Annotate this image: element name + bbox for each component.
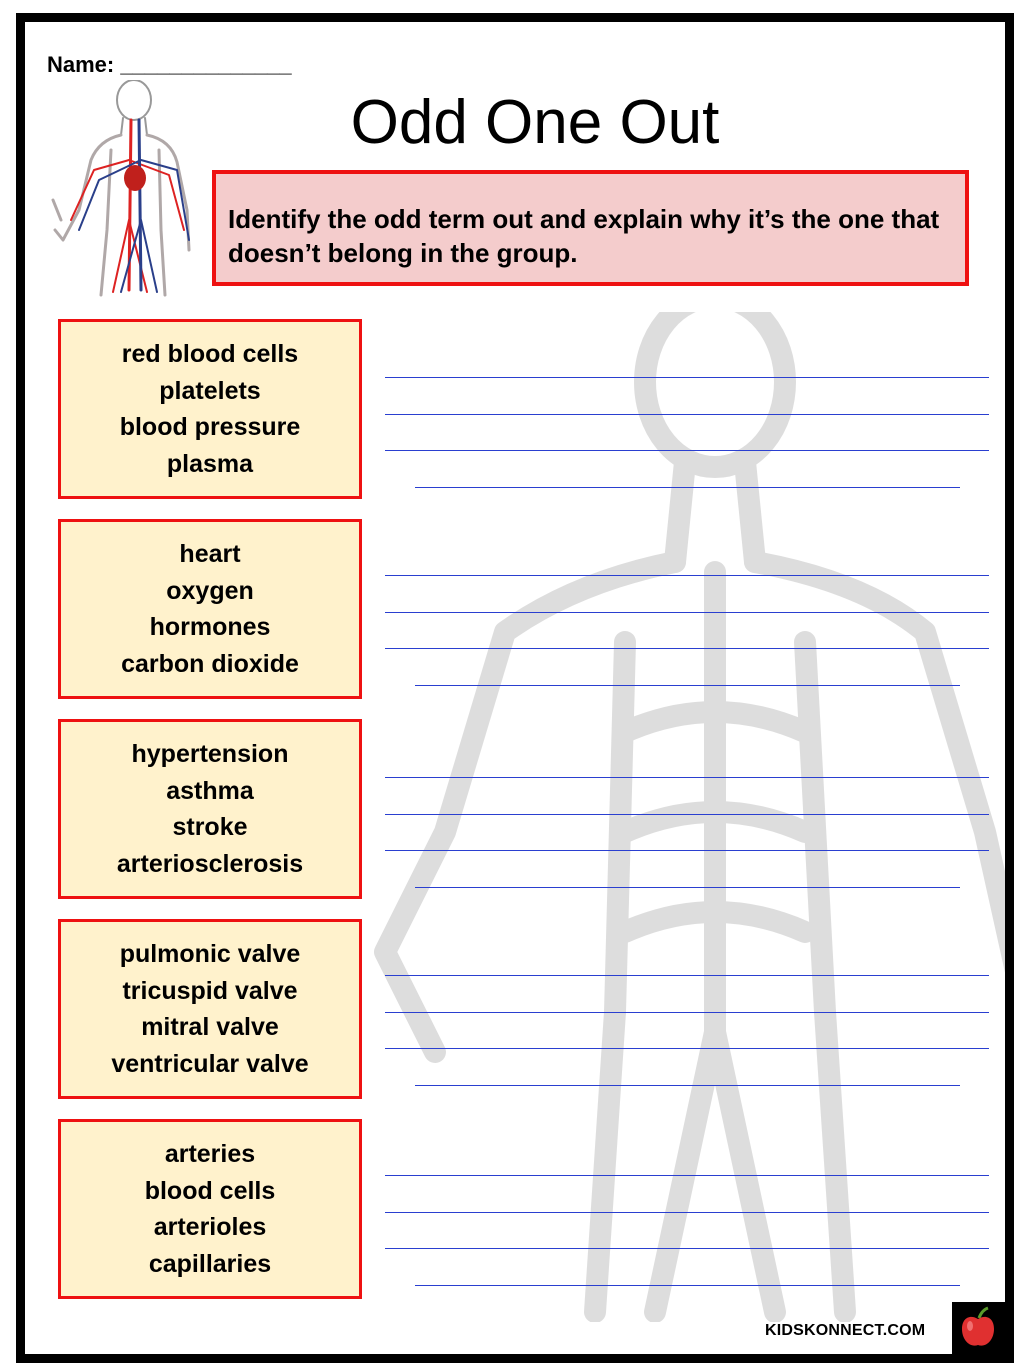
term-group-5 bbox=[58, 1119, 362, 1299]
term: blood cells bbox=[144, 1176, 276, 1205]
answer-line[interactable] bbox=[385, 1048, 989, 1049]
term: hormones bbox=[149, 613, 271, 641]
answer-line[interactable] bbox=[385, 414, 989, 415]
term: plasma bbox=[166, 449, 254, 478]
answer-lines-2 bbox=[385, 560, 992, 710]
term: hypertension bbox=[131, 740, 289, 768]
answer-line[interactable] bbox=[385, 648, 989, 649]
answer-line[interactable] bbox=[385, 814, 989, 815]
worksheet-frame bbox=[16, 13, 1014, 1363]
term: capillaries bbox=[148, 1249, 272, 1278]
term-group-1 bbox=[58, 319, 362, 499]
answer-line[interactable] bbox=[415, 685, 960, 686]
term: oxygen bbox=[166, 576, 254, 605]
term: asthma bbox=[166, 776, 254, 805]
term: arteriosclerosis bbox=[116, 849, 304, 878]
term: red blood cells bbox=[121, 340, 299, 368]
term: carbon dioxide bbox=[121, 649, 299, 678]
term-group-2 bbox=[58, 519, 362, 699]
answer-line[interactable] bbox=[385, 377, 989, 378]
term: ventricular valve bbox=[111, 1049, 309, 1078]
answer-line[interactable] bbox=[385, 450, 989, 451]
term-group-4 bbox=[58, 919, 362, 1099]
answer-line[interactable] bbox=[385, 575, 989, 576]
circulatory-system-body-icon bbox=[49, 80, 209, 298]
answer-line[interactable] bbox=[385, 850, 989, 851]
answer-line[interactable] bbox=[385, 1248, 989, 1249]
page-title: Odd One Out bbox=[350, 88, 720, 157]
term: platelets bbox=[159, 376, 261, 405]
term: pulmonic valve bbox=[119, 940, 301, 968]
term-group-3 bbox=[58, 719, 362, 899]
answer-line[interactable] bbox=[415, 1085, 960, 1086]
answer-lines-5 bbox=[385, 1160, 992, 1310]
answer-line[interactable] bbox=[385, 777, 989, 778]
term: tricuspid valve bbox=[122, 976, 298, 1005]
brand-logo bbox=[952, 1302, 1005, 1354]
answer-line[interactable] bbox=[415, 487, 960, 488]
answer-line[interactable] bbox=[385, 1012, 989, 1013]
apple-icon bbox=[952, 1302, 1005, 1354]
brand-footer: KIDSKONNECT.COM bbox=[765, 1322, 926, 1339]
term: heart bbox=[179, 540, 241, 568]
term: arterioles bbox=[153, 1213, 267, 1241]
answer-line[interactable] bbox=[385, 612, 989, 613]
instructions-text: Identify the odd term out and explain why it’s the one that doesn’t belong in the group. bbox=[228, 204, 940, 268]
answer-lines-3 bbox=[385, 762, 992, 912]
term: arteries bbox=[164, 1140, 256, 1168]
answer-line[interactable] bbox=[385, 975, 989, 976]
term: stroke bbox=[172, 813, 248, 841]
answer-line[interactable] bbox=[385, 1212, 989, 1213]
answer-line[interactable] bbox=[385, 1175, 989, 1176]
answer-lines-1 bbox=[385, 362, 992, 512]
answer-line[interactable] bbox=[415, 1285, 960, 1286]
term: blood pressure bbox=[119, 413, 301, 441]
name-field-label: Name: ______________ bbox=[47, 52, 292, 77]
instructions-box bbox=[212, 170, 969, 286]
answer-line[interactable] bbox=[415, 887, 960, 888]
answer-lines-4 bbox=[385, 960, 992, 1110]
term: mitral valve bbox=[141, 1013, 279, 1041]
